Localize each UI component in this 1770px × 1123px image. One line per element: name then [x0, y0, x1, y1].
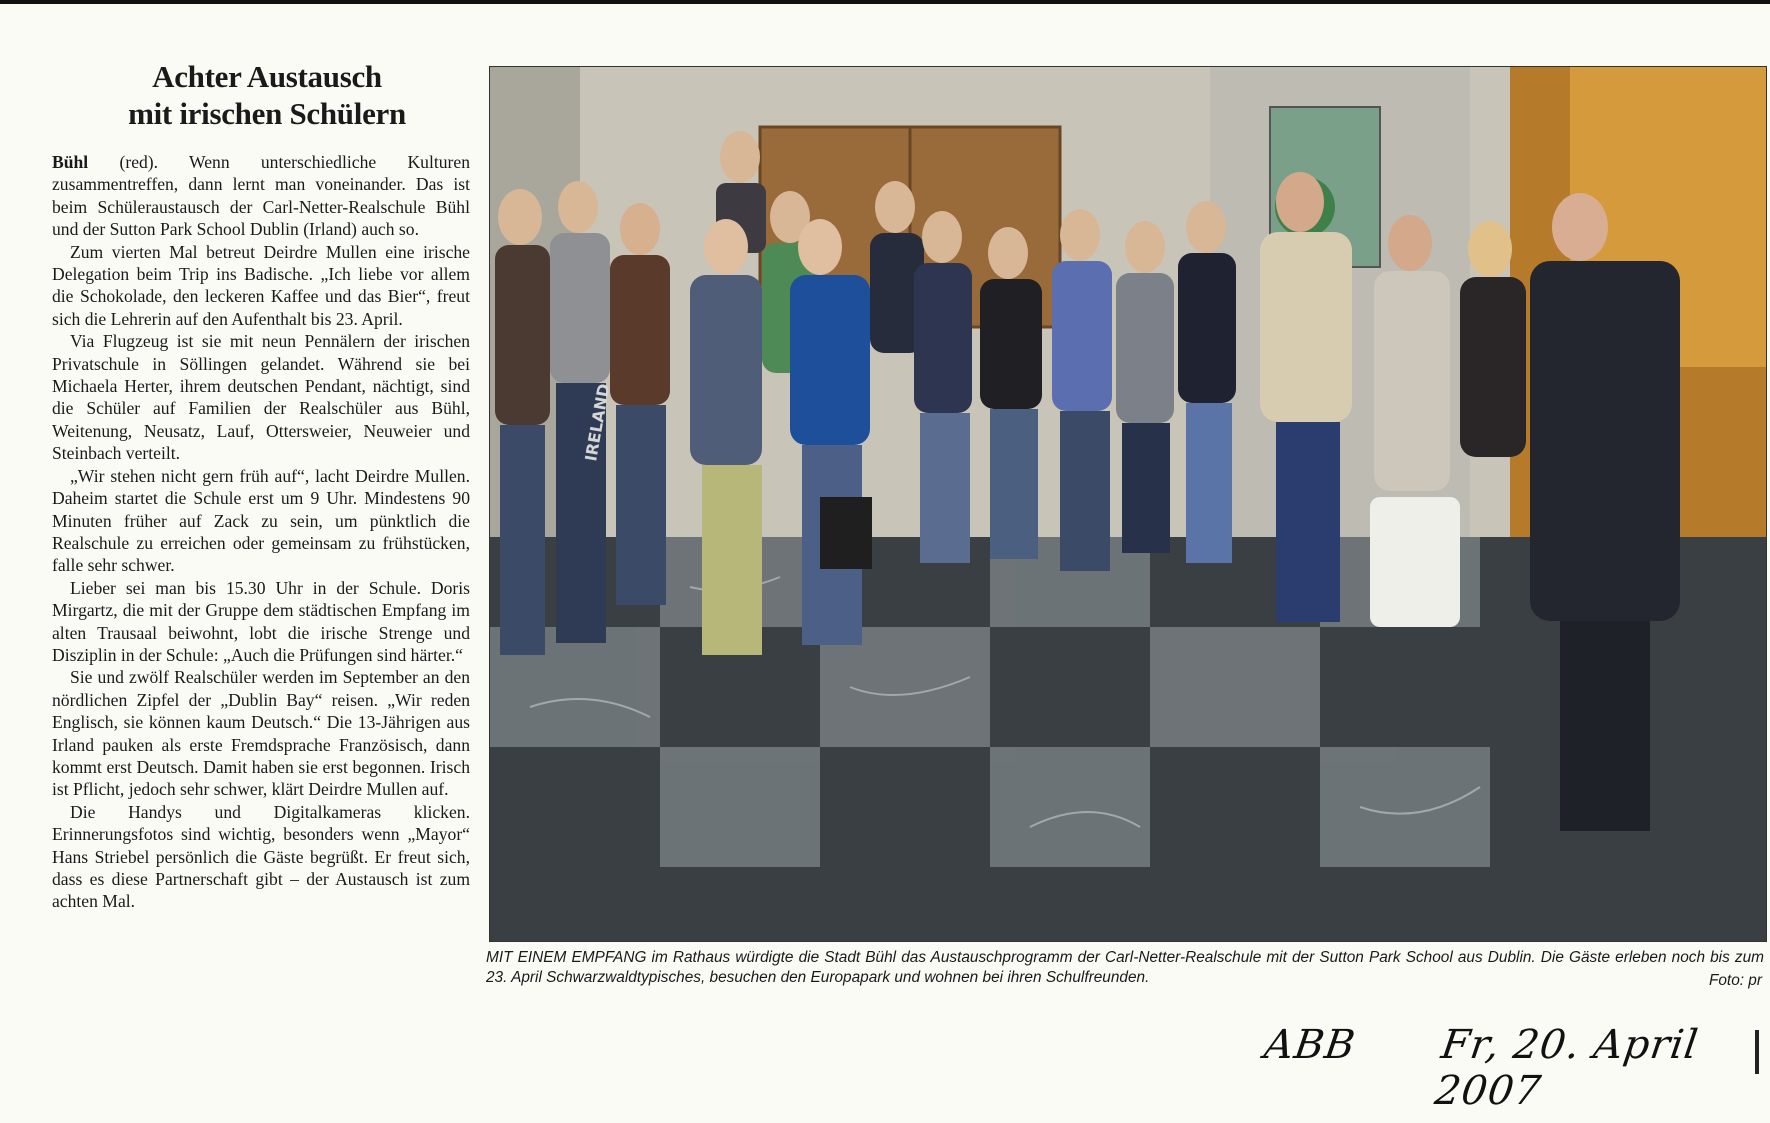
top-rule — [0, 0, 1770, 4]
photo-caption — [486, 948, 1764, 988]
photo-shirt-text: IRELAND — [581, 382, 614, 463]
handwritten-source: ABB — [1261, 1022, 1359, 1068]
caption-lead: MIT EINEM EMPFANG — [486, 949, 647, 966]
article-paragraph: „Wir stehen nicht gern früh auf“, lacht Deirdre Mullen. Daheim startet die Schule erst um 9 Uhr. Mindestens 90 Minuten früher auf Zack zu sein, um pünktlich die Realschule zu erreichen oder gemeinsam zu frühstücken, falle sehr schwer. — [52, 465, 470, 576]
group-photo — [489, 66, 1767, 942]
article-body — [52, 151, 470, 913]
article-paragraph: Sie und zwölf Realschüler werden im September an den nördlichen Zipfel der „Dublin Bay“ reisen. „Wir reden Englisch, sie können kaum Deutsch.“ Die 13-Jährigen aus Irland pauken als erste Fremdsprache Französisch, dann kommt erst Deutsch. Damit haben sie erst begonnen. Irisch ist Pflicht, jedoch sehr schwer, klärt Deirdre Mullen auf. — [52, 667, 470, 800]
article-paragraph: Bühl (red). Wenn unterschiedliche Kulturen zusammentreffen, dann lernt man voneinander. Das ist beim Schüleraustausch der Carl-Netter-Realschule Bühl und der Sutton Park School Dublin (Irland) auch so. — [52, 152, 470, 240]
article-paragraph: Lieber sei man bis 15.30 Uhr in der Schule. Doris Mirgartz, die mit der Gruppe dem städtischen Empfang im alten Trausaal beiwohnt, lobt die irische Strenge und Disziplin in der Schule: „Auch die Prüfungen sind härter.“ — [52, 577, 470, 665]
dateline: Bühl — [52, 152, 89, 172]
article-paragraph: Die Handys und Digitalkameras klicken. Erinnerungsfotos sind wichtig, besonders wenn „Mayor“ Hans Striebel persönlich die Gäste begrüßt. Er freut sich, dass es diese Partnerschaft gibt – der Austausch ist zum achten Mal. — [52, 801, 470, 912]
photo-credit: Foto: pr — [1708, 972, 1762, 989]
article-paragraph: Via Flugzeug ist sie mit neun Pennälern der irischen Privatschule in Söllingen gelandet. Während sie bei Michaela Herter, ihrem deutschen Pendant, nächtigt, sind die Schüler auf Familien der Realschüler aus Bühl, Weitenung, Neusatz, Lauf, Ottersweier, Neuweier und Steinbach verteilt. — [52, 331, 470, 464]
handwritten-mark — [1755, 1030, 1759, 1074]
article-paragraph: Zum vierten Mal betreut Deirdre Mullen eine irische Delegation beim Trip ins Badische. „Ich liebe vor allem die Schokolade, den leckeren Kaffee und das Bier“, freut sich die Lehrerin auf den Aufenthalt bis 23. April. — [52, 241, 470, 329]
headline — [58, 58, 476, 132]
caption-text: im Rathaus würdigte die Stadt Bühl das Austauschprogramm der Carl-Netter-Realschule mit der Sutton Park School aus Dublin. Die Gäste erleben noch bis zum 23. April Schwarzwaldtypisches, besuchen den Europapark und wohnen bei ihren Schulfreunden. — [486, 949, 1764, 986]
headline-line-1: Achter Austausch — [152, 59, 382, 94]
headline-line-2: mit irischen Schülern — [128, 96, 406, 131]
handwritten-date: Fr, 20. April 2007 — [1431, 1022, 1702, 1114]
